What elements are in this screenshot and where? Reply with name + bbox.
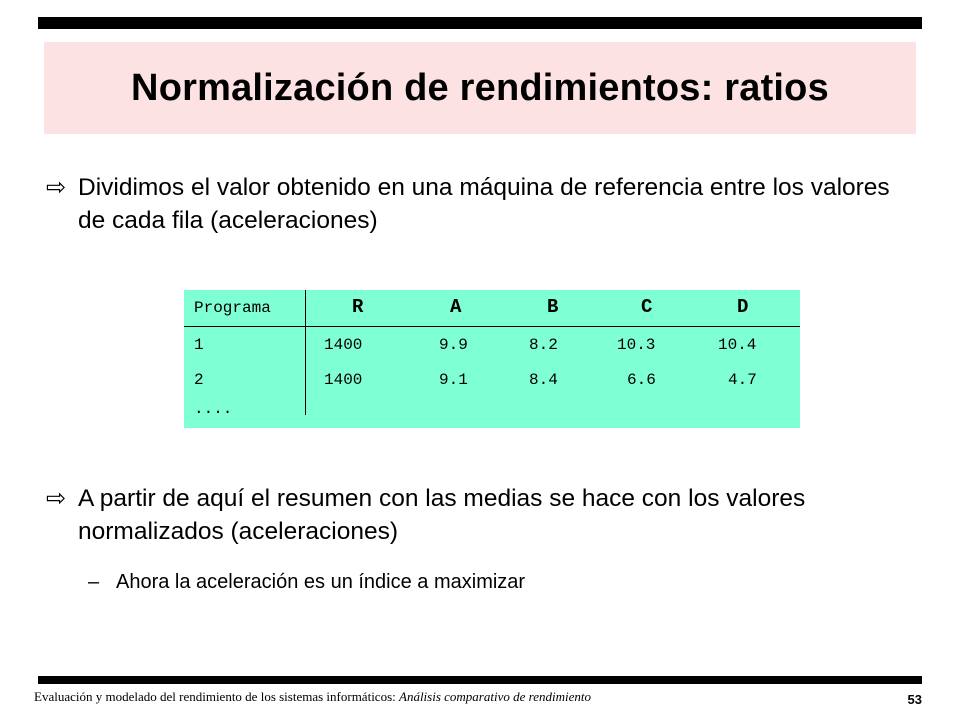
header-a: A <box>450 296 462 318</box>
table-cell: 10.4 <box>718 336 757 354</box>
hollow-arrow-right-icon: ⇨ <box>46 174 67 201</box>
title-banner <box>44 42 916 134</box>
table-cell: 9.9 <box>439 336 468 354</box>
header-d: D <box>737 296 749 318</box>
table-cell: .... <box>194 400 233 418</box>
header-b: B <box>547 296 559 318</box>
bullet-2-text: A partir de aquí el resumen con las medias se hace con los valores normalizados (aceleraciones) <box>78 485 806 545</box>
table-cell: 2 <box>194 371 204 389</box>
table-cell: 1 <box>194 336 204 354</box>
bullet-1-text: Dividimos el valor obtenido en una máquina de referencia entre los valores de cada fila (aceleraciones) <box>78 174 890 234</box>
footer-text: Evaluación y modelado del rendimiento de los sistemas informáticos: <box>34 689 399 704</box>
bullet-1 <box>46 171 906 237</box>
bottom-rule <box>38 676 922 684</box>
hollow-arrow-right-icon: ⇨ <box>46 485 67 512</box>
table-cell: 10.3 <box>617 336 656 354</box>
header-r: R <box>352 296 364 318</box>
column-divider <box>305 290 306 415</box>
bullet-2 <box>46 482 906 548</box>
slide-title: Normalización de rendimientos: ratios <box>131 66 829 109</box>
page-number: 53 <box>907 692 922 707</box>
table-cell: 4.7 <box>728 371 757 389</box>
footer-italic: Análisis comparativo de rendimiento <box>399 689 591 704</box>
header-divider <box>184 326 800 327</box>
header-programa: Programa <box>194 299 271 317</box>
header-c: C <box>641 296 653 318</box>
footer <box>34 689 591 705</box>
top-rule <box>38 17 922 29</box>
table-cell: 8.2 <box>529 336 558 354</box>
table-cell: 6.6 <box>627 371 656 389</box>
sub-bullet-dash: – <box>88 571 100 593</box>
table-cell: 1400 <box>324 336 363 354</box>
table-cell: 8.4 <box>529 371 558 389</box>
speedup-table <box>184 290 800 428</box>
sub-bullet-text: Ahora la aceleración es un índice a maximizar <box>116 571 526 593</box>
table-cell: 9.1 <box>439 371 468 389</box>
table-cell: 1400 <box>324 371 363 389</box>
sub-bullet <box>88 568 525 596</box>
